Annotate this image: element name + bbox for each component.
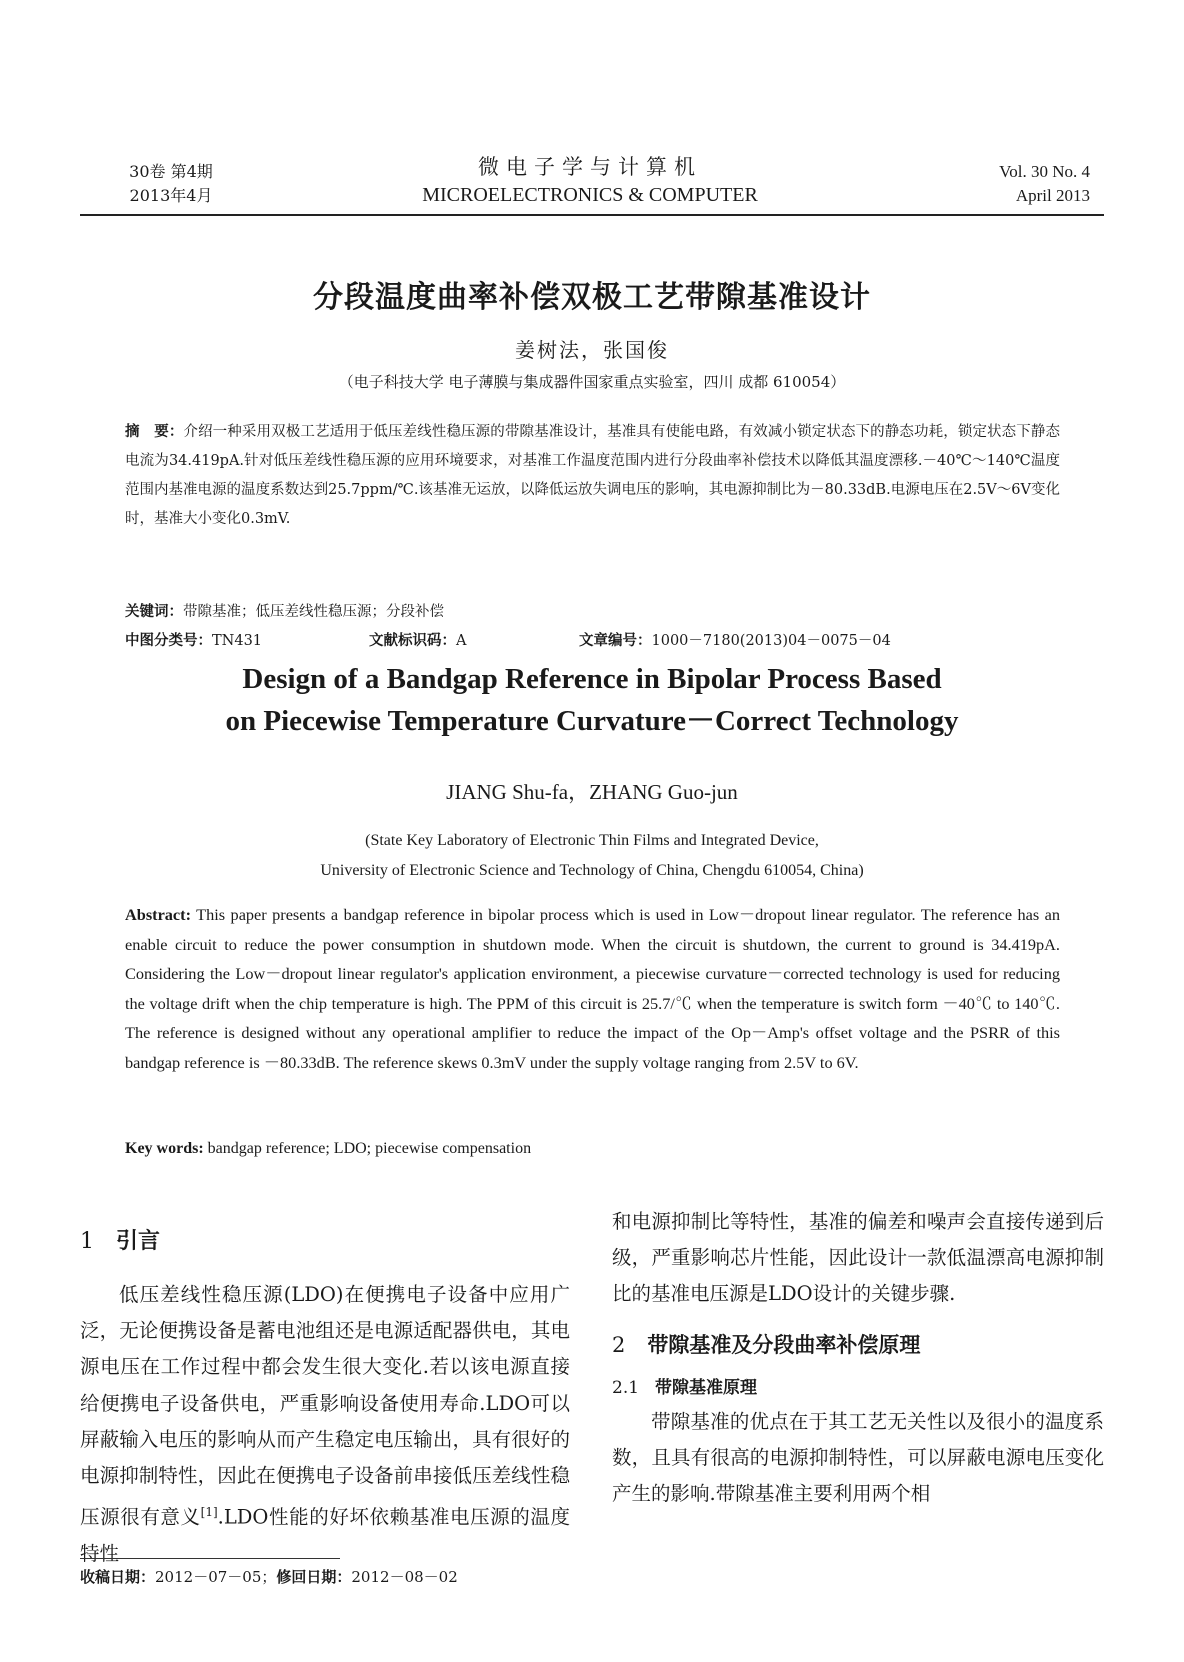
article-number-value: 1000－7180(2013)04－0075－04: [651, 633, 891, 649]
authors-en: JIANG Shu-fa，ZHANG Guo-jun: [446, 780, 738, 804]
authors-cn: 姜树法，张国俊: [515, 338, 669, 362]
keywords-en: [125, 1140, 1060, 1158]
abstract-cn-text: 介绍一种采用双极工艺适用于低压差线性稳压源的带隙基准设计，基准具有使能电路，有效减小锁定状态下的静态功耗，锁定状态下静态电流为34.419pA.针对低压差线性稳压源的应用环境要求，对基准工作温度范围内进行分段曲率补偿技术以降低其温度漂移.－40℃～140℃温度范围内基准电源的温度系数达到25.7ppm/℃.该基准无运放，以降低运放失调电压的影响，其电源抑制比为－80.33dB.电源电压在2.5V～6V变化时，基准大小变化0.3mV.: [125, 424, 1061, 527]
clc-value: TN431: [212, 633, 263, 649]
issue-info-en: [930, 160, 1090, 208]
paper-title-en-line2: on Piecewise Temperature Curvature－Correct Technology: [225, 705, 959, 737]
subsection-2-1-paragraph: 带隙基准的优点在于其工艺无关性以及很小的温度系数，且具有很高的电源抑制特性，可以屏蔽电源电压变化产生的影响.带隙基准主要利用两个相: [612, 1409, 1104, 1506]
section-1-number: 1: [80, 1229, 94, 1254]
issue-info: [96, 160, 246, 208]
abstract-cn: [125, 418, 1060, 534]
section-1-text-tail: .LDO性能的好坏依赖基准电压源的温度特性: [80, 1505, 570, 1565]
received-dates: [80, 1566, 458, 1587]
meta-block-cn: [125, 598, 1060, 656]
section-2-number: 2: [612, 1332, 626, 1357]
journal-name-en: MICROELECTRONICS & COMPUTER: [422, 184, 758, 206]
affiliation-cn: （电子科技大学 电子薄膜与集成器件国家重点实验室，四川 成都 610054）: [338, 373, 846, 391]
abstract-en-label: Abstract:: [125, 905, 192, 924]
received-label: 收稿日期：: [80, 1568, 156, 1586]
abstract-en-text: This paper presents a bandgap reference in bipolar process which is used in Low－dropout linear regulator. The reference has an enable circuit to reduce the power consumption in shutdown mode. When the circuit is shutdown, the current to ground is 34.419pA. Considering the Low－dropout linear regulator's application environment, a piecewise curvature－corrected technology is used for reducing the voltage drift when the chip temperature is high. The PPM of this circuit is 25.7/℃ when the temperature is switch form －40℃ to 140℃. The reference is designed without any operational amplifier to reduce the impact of the Op－Amp's offset voltage and the PSRR of this bandgap reference is －80.33dB. The reference skews 0.3mV under the supply voltage ranging from 2.5V to 6V.: [125, 905, 1061, 1072]
affiliation-en: [80, 826, 1104, 886]
keywords-en-text: bandgap reference; LDO; piecewise compensation: [207, 1140, 532, 1157]
affiliation-en-line2: University of Electronic Science and Technology of China, Chengdu 610054, China): [320, 862, 864, 879]
keywords-cn: [125, 598, 1060, 627]
subsection-2-1-heading: [612, 1373, 1104, 1398]
citation-ref: [1]: [200, 1505, 218, 1520]
subsection-2-1-title: 带隙基准原理: [655, 1377, 758, 1398]
paper-title-cn: 分段温度曲率补偿双极工艺带隙基准设计: [313, 280, 871, 315]
paper-title-en: [80, 658, 1104, 742]
section-1-heading: [80, 1224, 570, 1255]
paper-title-en-line1: Design of a Bandgap Reference in Bipolar Process Based: [242, 663, 942, 695]
affiliation-en-line1: (State Key Laboratory of Electronic Thin Films and Integrated Device,: [365, 832, 819, 849]
article-number: [579, 627, 891, 656]
journal-name: [380, 152, 800, 208]
footnote-rule: [80, 1558, 340, 1559]
section-2-title: 带隙基准及分段曲率补偿原理: [647, 1332, 921, 1357]
header-rule: [80, 214, 1104, 216]
section-2-heading: [612, 1329, 1104, 1359]
keywords-cn-label: 关键词：: [125, 604, 183, 620]
section-1-text: 低压差线性稳压源(LDO)在便携电子设备中应用广泛，无论便携设备是蓄电池组还是电源适配器供电，其电源电压在工作过程中都会发生很大变化.若以该电源直接给便携电子设备供电，严重影响设备使用寿命.LDO可以屏蔽输入电压的影响从而产生稳定电压输出，具有很好的电源抑制特性，因此在便携电子设备前串接低压差线性稳压源很有意义: [80, 1283, 570, 1529]
body-right-column: [612, 1204, 1104, 1512]
abstract-en: [125, 900, 1060, 1078]
section-1-paragraph: [80, 1277, 570, 1572]
subsection-2-1-number: 2.1: [612, 1377, 640, 1398]
received-date: 2012－07－05；: [155, 1568, 277, 1586]
keywords-cn-text: 带隙基准；低压差线性稳压源；分段补偿: [183, 604, 444, 620]
doc-code-value: A: [456, 633, 467, 649]
doc-code-label: 文献标识码：: [369, 633, 456, 649]
journal-name-cn: 微电子学与计算机: [478, 155, 702, 179]
revised-label: 修回日期：: [276, 1568, 352, 1586]
doc-code: [369, 627, 579, 656]
date-en: April 2013: [1015, 186, 1090, 205]
keywords-en-label: Key words:: [125, 1140, 204, 1157]
abstract-cn-label: 摘 要：: [125, 424, 184, 440]
section-1-title: 引言: [116, 1229, 161, 1254]
clc-number: [125, 627, 369, 656]
date-cn: 2013年4月: [129, 186, 213, 205]
article-number-label: 文章编号：: [579, 633, 652, 649]
revised-date: 2012－08－02: [351, 1568, 458, 1586]
classification-row: [125, 627, 1060, 656]
clc-label: 中图分类号：: [125, 633, 212, 649]
section-1-continuation: 和电源抑制比等特性，基准的偏差和噪声会直接传递到后级，严重影响芯片性能，因此设计一款低温漂高电源抑制比的基准电压源是LDO设计的关键步骤.: [612, 1210, 1104, 1306]
volume-issue-cn: 30卷 第4期: [129, 162, 213, 181]
body-left-column: [80, 1224, 570, 1572]
volume-issue-en: Vol. 30 No. 4: [999, 162, 1090, 181]
